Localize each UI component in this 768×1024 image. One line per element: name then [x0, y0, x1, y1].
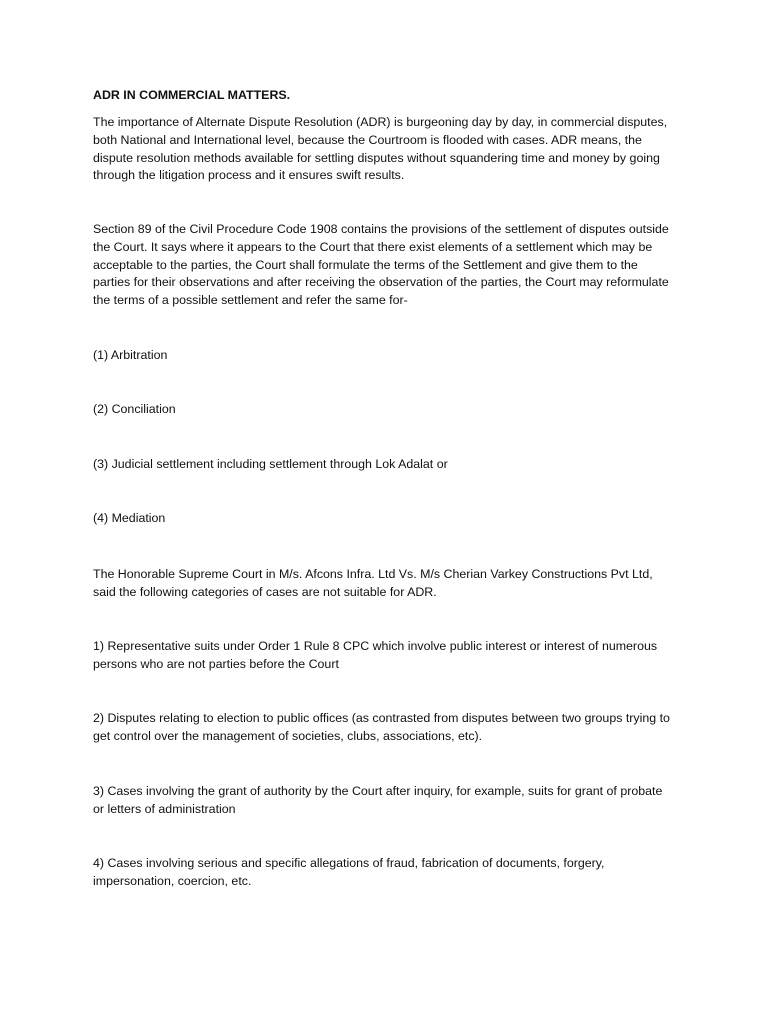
- afcons-paragraph: The Honorable Supreme Court in M/s. Afcons Infra. Ltd Vs. M/s Cherian Varkey Constructions Pvt Ltd, said the following categories of cases are not suitable for ADR.: [93, 567, 653, 599]
- method-judicial-settlement: (3) Judicial settlement including settlement through Lok Adalat or: [93, 457, 448, 471]
- intro-paragraph: The importance of Alternate Dispute Resolution (ADR) is burgeoning day by day, in commercial disputes, both National and International level, because the Courtroom is flooded with cases. ADR means, the dispute resolution methods available for settling disputes without squandering time and money by going through the litigation process and it ensures swift results.: [93, 115, 668, 183]
- category-grant-of-authority: 3) Cases involving the grant of authority by the Court after inquiry, for example, suits for grant of probate or letters of administration: [93, 784, 663, 816]
- category-representative-suits: 1) Representative suits under Order 1 Rule 8 CPC which involve public interest or interest of numerous persons who are not parties before the Court: [93, 639, 658, 671]
- method-arbitration: (1) Arbitration: [93, 348, 168, 362]
- category-election-disputes: 2) Disputes relating to election to public offices (as contrasted from disputes between two groups trying to get control over the management of societies, clubs, associations, etc).: [93, 711, 670, 743]
- category-fraud-allegations: 4) Cases involving serious and specific allegations of fraud, fabrication of documents, forgery, impersonation, coercion, etc.: [93, 856, 605, 888]
- method-conciliation: (2) Conciliation: [93, 402, 176, 416]
- method-mediation: (4) Mediation: [93, 511, 166, 525]
- document-title: ADR IN COMMERCIAL MATTERS.: [93, 88, 291, 102]
- section-89-paragraph: Section 89 of the Civil Procedure Code 1908 contains the provisions of the settlement of disputes outside the Court. It says where it appears to the Court that there exist elements of a settlement which may be acceptable to the parties, the Court shall formulate the terms of the Settlement and give them to the parties for their observations and after receiving the observation of the parties, the Court may reformulate the terms of a possible settlement and refer the same for-: [93, 222, 669, 308]
